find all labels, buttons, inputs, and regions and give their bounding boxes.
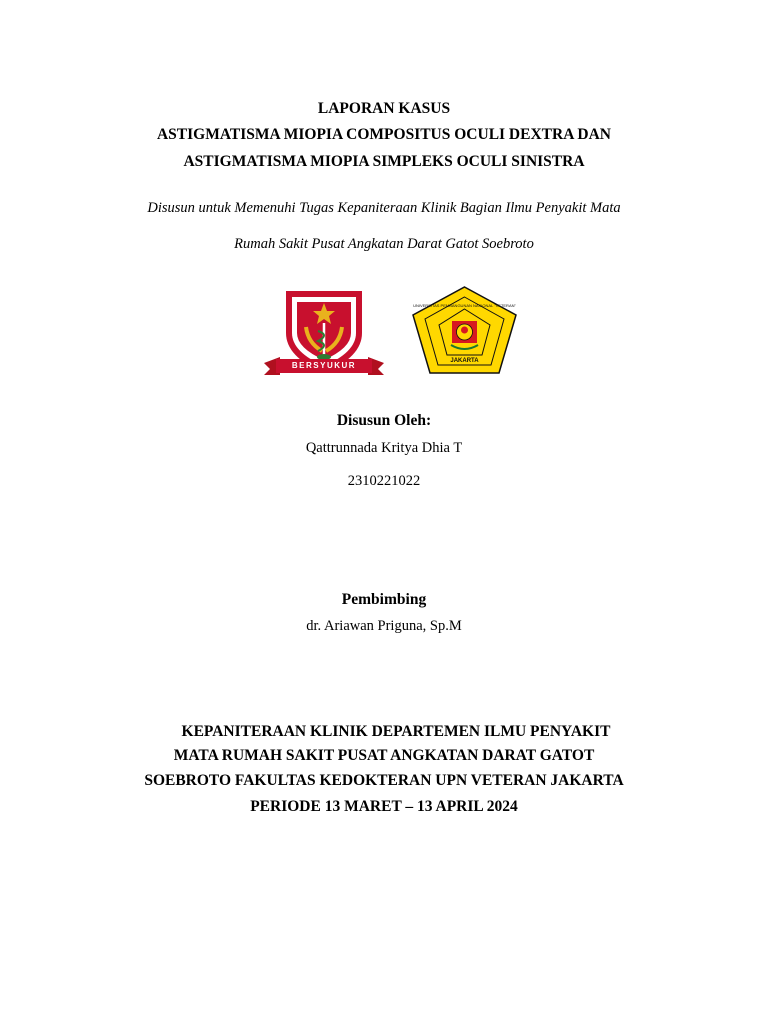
author-label: Disusun Oleh: bbox=[336, 412, 432, 429]
supervisor-name: dr. Ariawan Priguna, Sp.M bbox=[306, 618, 462, 634]
author-name: Qattrunnada Kritya Dhia T bbox=[305, 440, 463, 456]
supervisor-label: Pembimbing bbox=[341, 591, 427, 608]
upn-ring-label: UNIVERSITAS PEMBANGUNAN NASIONAL "VETERAN" bbox=[413, 303, 516, 308]
report-title-line-1: ASTIGMATISMA MIOPIA COMPOSITUS OCULI DEXTRA DAN bbox=[156, 126, 611, 143]
purpose-line-2: Rumah Sakit Pusat Angkatan Darat Gatot Soebroto bbox=[234, 236, 534, 252]
footer-line-1: KEPANITERAAN KLINIK DEPARTEMEN ILMU PENYAKIT bbox=[181, 723, 611, 740]
report-title-line-2: ASTIGMATISMA MIOPIA SIMPLEKS OCULI SINISTRA bbox=[183, 153, 585, 170]
upn-city-label: JAKARTA bbox=[450, 358, 479, 364]
report-type-heading: LAPORAN KASUS bbox=[317, 100, 451, 117]
footer-period: PERIODE 13 MARET – 13 APRIL 2024 bbox=[250, 798, 518, 815]
purpose-line-1: Disusun untuk Memenuhi Tugas Kepaniteraan Klinik Bagian Ilmu Penyakit Mata bbox=[147, 200, 621, 216]
upn-veteran-emblem-icon bbox=[411, 285, 518, 375]
rspad-ribbon-text: BERSYUKUR bbox=[291, 361, 357, 370]
footer-line-3: SOEBROTO FAKULTAS KEDOKTERAN UPN VETERAN JAKARTA bbox=[144, 772, 624, 789]
student-id: 2310221022 bbox=[347, 473, 421, 489]
footer-line-2: MATA RUMAH SAKIT PUSAT ANGKATAN DARAT GATOT bbox=[173, 747, 595, 764]
